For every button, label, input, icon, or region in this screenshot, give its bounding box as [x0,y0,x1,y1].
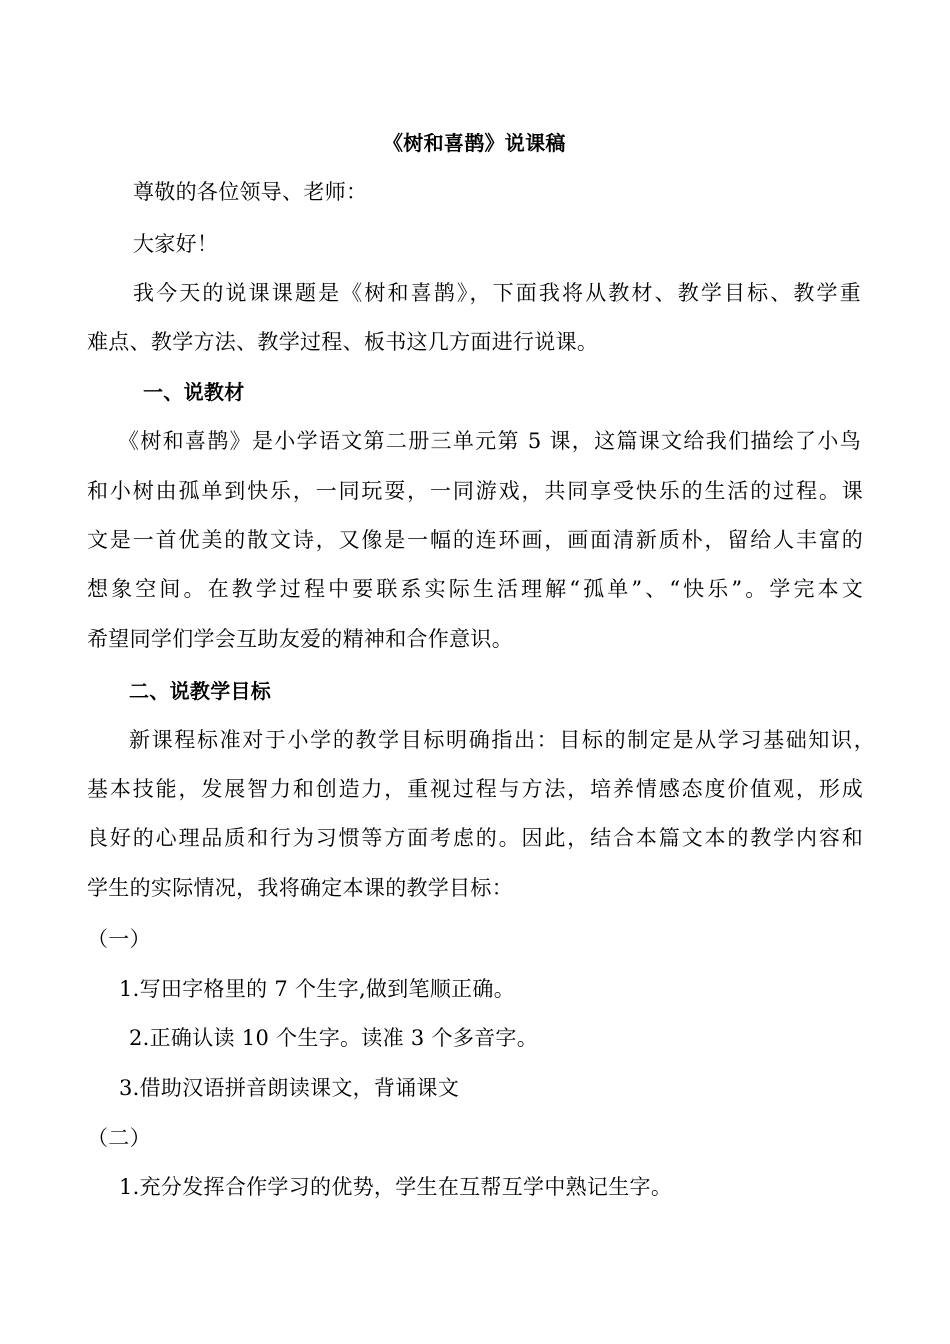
part-two-label: （二） [87,1126,151,1150]
section-heading-textbook: 一、说教材 [143,380,245,404]
textbook-line-3: 文是一首优美的散文诗，又像是一幅的连环画，画面清新质朴，留给人丰富的 [87,528,863,552]
hello-line: 大家好！ [133,232,219,256]
objectives-line-4: 学生的实际情况，我将确定本课的教学目标： [87,876,513,900]
intro-line-1: 我今天的说课课题是《树和喜鹊》，下面我将从教材、教学目标、教学重 [133,281,861,305]
section-heading-objectives: 二、说教学目标 [129,679,272,703]
part-one-item-3: 3.借助汉语拼音朗读课文，背诵课文 [119,1076,460,1100]
objectives-line-3: 良好的心理品质和行为习惯等方面考虑的。因此，结合本篇文本的教学内容和 [87,826,863,850]
textbook-line-4: 想象空间。在教学过程中要联系实际生活理解“孤单”、“快乐”。学完本文 [87,577,863,601]
part-one-item-2: 2.正确认读 10 个生字。读准 3 个多音字。 [129,1026,539,1050]
objectives-line-2: 基本技能，发展智力和创造力，重视过程与方法，培养情感态度价值观，形成 [87,777,863,801]
part-two-item-1: 1.充分发挥合作学习的优势，学生在互帮互学中熟记生字。 [119,1175,673,1199]
textbook-line-2: 和小树由孤单到快乐，一同玩耍，一同游戏，共同享受快乐的生活的过程。课 [87,479,863,503]
textbook-line-5: 希望同学们学会互助友爱的精神和合作意识。 [87,627,513,651]
part-one-label: （一） [87,927,151,951]
textbook-line-1: 《树和喜鹊》是小学语文第二册三单元第 5 课，这篇课文给我们描绘了小鸟 [118,429,861,453]
intro-line-2: 难点、教学方法、教学过程、板书这几方面进行说课。 [87,330,599,354]
objectives-line-1: 新课程标准对于小学的教学目标明确指出：目标的制定是从学习基础知识， [129,728,875,752]
document-title: 《树和喜鹊》说课稿 [383,131,566,155]
greeting: 尊敬的各位领导、老师： [133,180,368,204]
part-one-item-1: 1.写田字格里的 7 个生字,做到笔顺正确。 [119,977,516,1001]
